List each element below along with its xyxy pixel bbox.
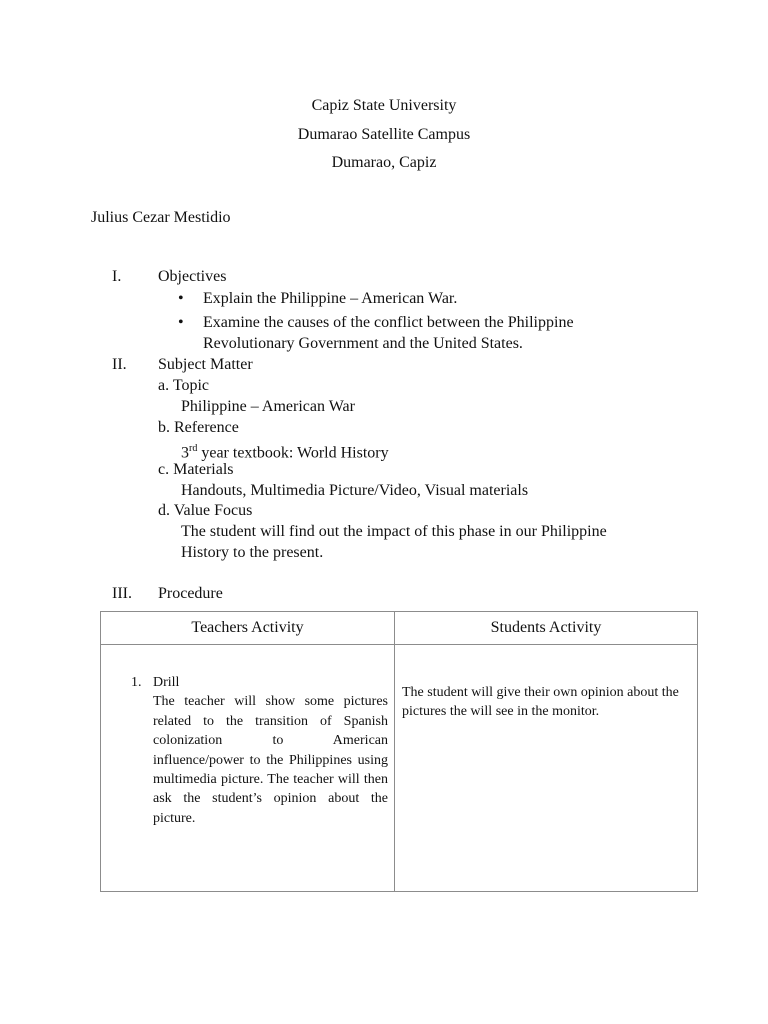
subject-matter-title: Subject Matter xyxy=(158,356,253,373)
topic-value: Philippine – American War xyxy=(181,398,355,415)
bullet-icon: • xyxy=(178,290,184,307)
objective-text-1: Explain the Philippine – American War. xyxy=(203,290,458,307)
materials-label: c. Materials xyxy=(158,461,234,478)
objective-text-2b: Revolutionary Government and the United States. xyxy=(203,335,523,352)
table-header-row xyxy=(101,612,698,645)
reference-number: 3 xyxy=(181,444,189,462)
procedure-numeral: III. xyxy=(112,585,132,602)
drill-title: Drill xyxy=(153,675,180,690)
objectives-title: Objectives xyxy=(158,268,227,285)
value-focus-line-2: History to the present. xyxy=(181,544,324,561)
student-activity-cell xyxy=(395,645,698,892)
objective-item-2 xyxy=(178,312,574,333)
document-header xyxy=(0,92,768,178)
bullet-icon: • xyxy=(178,314,184,331)
student-activity-text: The student will give their own opinion about the pictures the will see in the monitor. xyxy=(402,685,679,720)
topic-label: a. Topic xyxy=(158,377,210,394)
objective-text-2a: Examine the causes of the conflict between the Philippine xyxy=(203,314,574,331)
subject-matter-numeral: II. xyxy=(112,356,127,373)
value-focus-label: d. Value Focus xyxy=(158,502,253,519)
students-activity-header: Students Activity xyxy=(395,612,698,645)
teacher-activity-text: The teacher will show some pictures related to the transition of Spanish colonization to American influence/power to the Philippines using multimedia picture. The teacher will then ask the student’s opinion about the picture. xyxy=(153,694,388,826)
teachers-activity-header: Teachers Activity xyxy=(101,612,395,645)
university-name: Capiz State University xyxy=(311,97,457,114)
procedure-title: Procedure xyxy=(158,585,223,602)
teacher-activity-cell xyxy=(101,645,395,892)
materials-value: Handouts, Multimedia Picture/Video, Visual materials xyxy=(181,482,529,499)
table-row xyxy=(101,645,698,892)
objective-item-1 xyxy=(178,288,458,309)
procedure-table xyxy=(100,611,698,892)
reference-label: b. Reference xyxy=(158,419,239,436)
author-name: Julius Cezar Mestidio xyxy=(91,209,231,226)
reference-superscript: rd xyxy=(189,443,198,454)
reference-rest: year textbook: World History xyxy=(197,444,389,462)
objectives-numeral: I. xyxy=(112,268,122,285)
value-focus-line-1: The student will find out the impact of this phase in our Philippine xyxy=(181,523,607,540)
drill-number: 1. xyxy=(131,675,142,690)
campus-name: Dumarao Satellite Campus xyxy=(297,125,471,143)
campus-location: Dumarao, Capiz xyxy=(331,154,437,171)
